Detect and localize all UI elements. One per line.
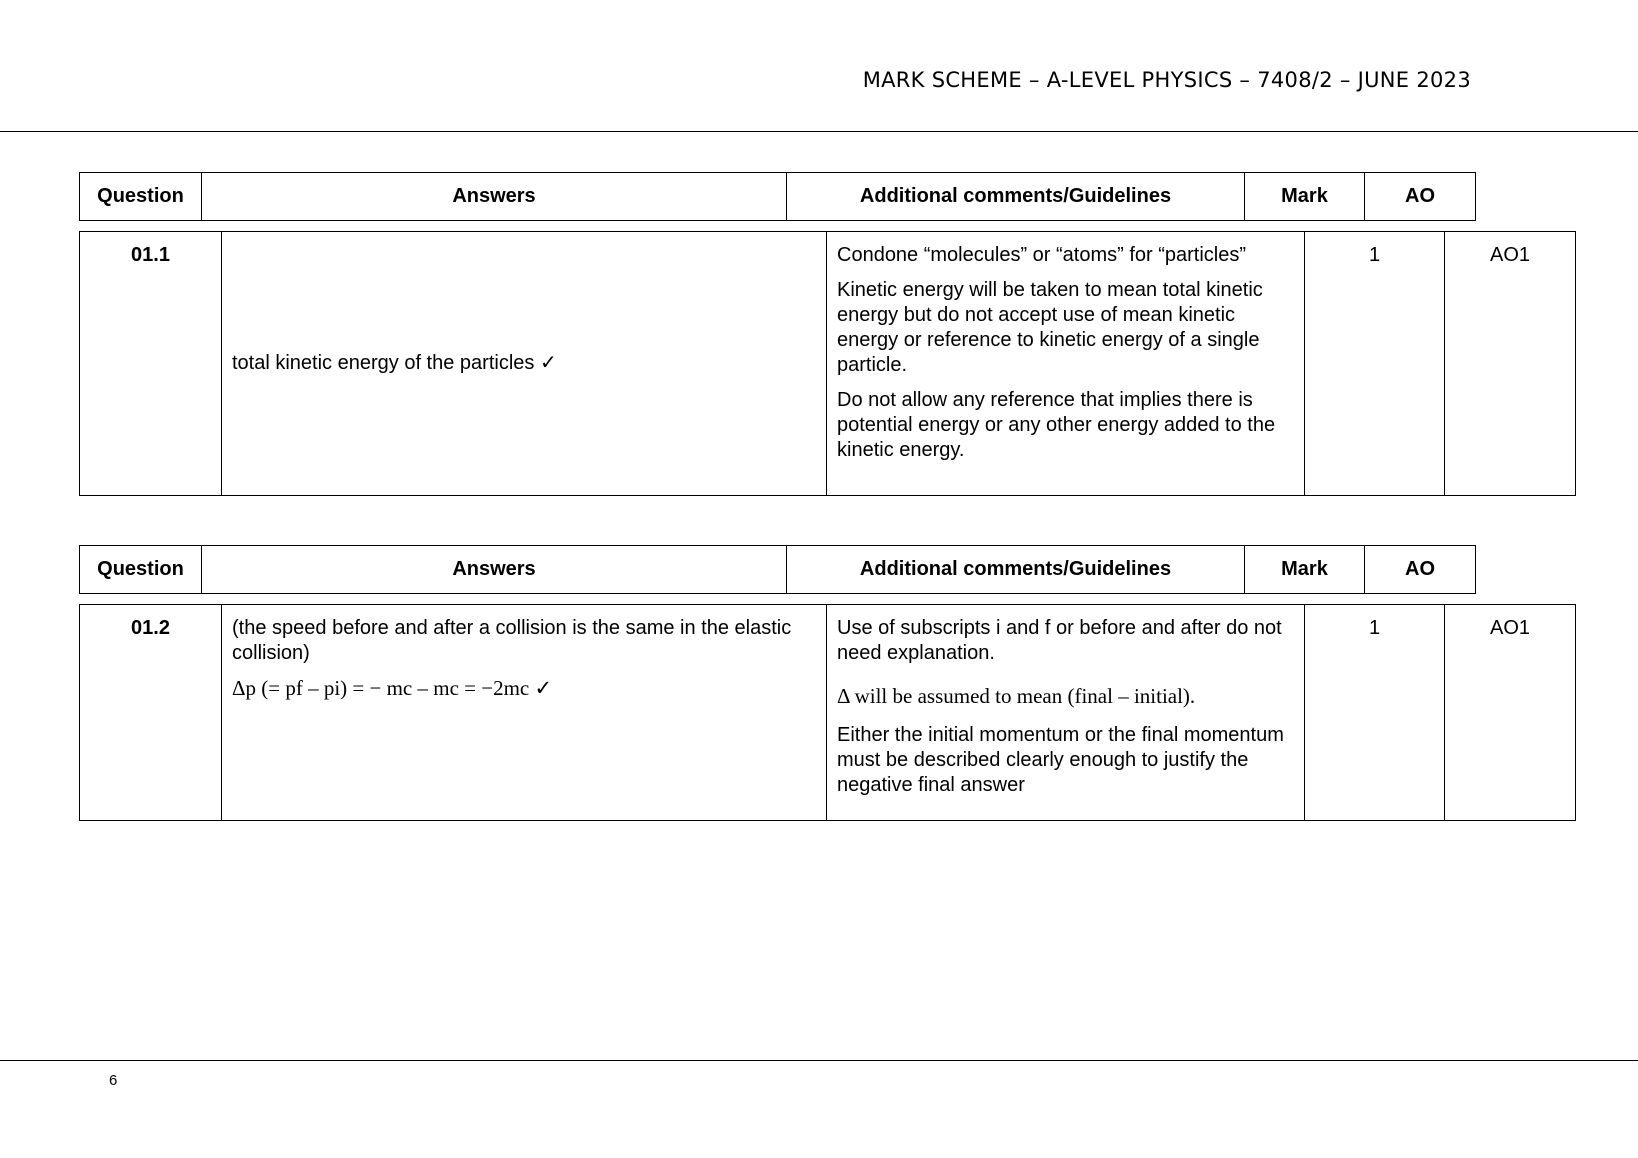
guideline-text: Either the initial momentum or the final momentum must be described clearly enough to justify the negative final answer <box>837 724 1284 796</box>
answer-cell <box>222 232 827 496</box>
answer-equation: Δp (= pf – pi) = − mc – mc = −2mc ✓ <box>232 676 553 700</box>
col-answers: Answers <box>202 173 787 221</box>
col-question: Question <box>80 173 202 221</box>
guideline-text: Do not allow any reference that implies there is potential energy or any other energy added to the kinetic energy. <box>837 389 1276 461</box>
col-ao: AO <box>1365 173 1476 221</box>
col-answers: Answers <box>202 546 787 594</box>
answer-cell <box>222 605 827 821</box>
question-number: 01.2 <box>80 605 222 821</box>
ao-value: AO1 <box>1445 605 1576 821</box>
col-guidelines: Additional comments/Guidelines <box>787 173 1245 221</box>
guideline-text: Use of subscripts i and f or before and after do not need explanation. <box>837 617 1282 664</box>
answer-text: (the speed before and after a collision is the same in the elastic collision) <box>232 617 792 664</box>
page-number: 6 <box>109 1072 118 1089</box>
guidelines-cell <box>827 232 1305 496</box>
answer-text: total kinetic energy of the particles ✓ <box>232 352 557 374</box>
col-mark: Mark <box>1245 173 1365 221</box>
page-header-title: MARK SCHEME – A-LEVEL PHYSICS – 7408/2 – JUNE 2023 <box>862 68 1471 92</box>
mark-value: 1 <box>1305 232 1445 496</box>
q2-header-table <box>79 545 1476 594</box>
guideline-text: Kinetic energy will be taken to mean total kinetic energy but do not accept use of mean kinetic energy or reference to kinetic energy of a single particle. <box>837 279 1263 376</box>
guidelines-cell <box>827 605 1305 821</box>
q2-body-table <box>79 604 1576 821</box>
guideline-text: Condone “molecules” or “atoms” for “particles” <box>837 244 1247 266</box>
question-number: 01.1 <box>80 232 222 496</box>
col-mark: Mark <box>1245 546 1365 594</box>
col-ao: AO <box>1365 546 1476 594</box>
q1-header-table <box>79 172 1476 221</box>
q1-body-table <box>79 231 1576 496</box>
col-guidelines: Additional comments/Guidelines <box>787 546 1245 594</box>
guideline-text: Δ will be assumed to mean (final – initial). <box>837 684 1196 708</box>
col-question: Question <box>80 546 202 594</box>
header-rule <box>0 131 1638 132</box>
mark-value: 1 <box>1305 605 1445 821</box>
ao-value: AO1 <box>1445 232 1576 496</box>
footer-rule <box>0 1060 1638 1061</box>
